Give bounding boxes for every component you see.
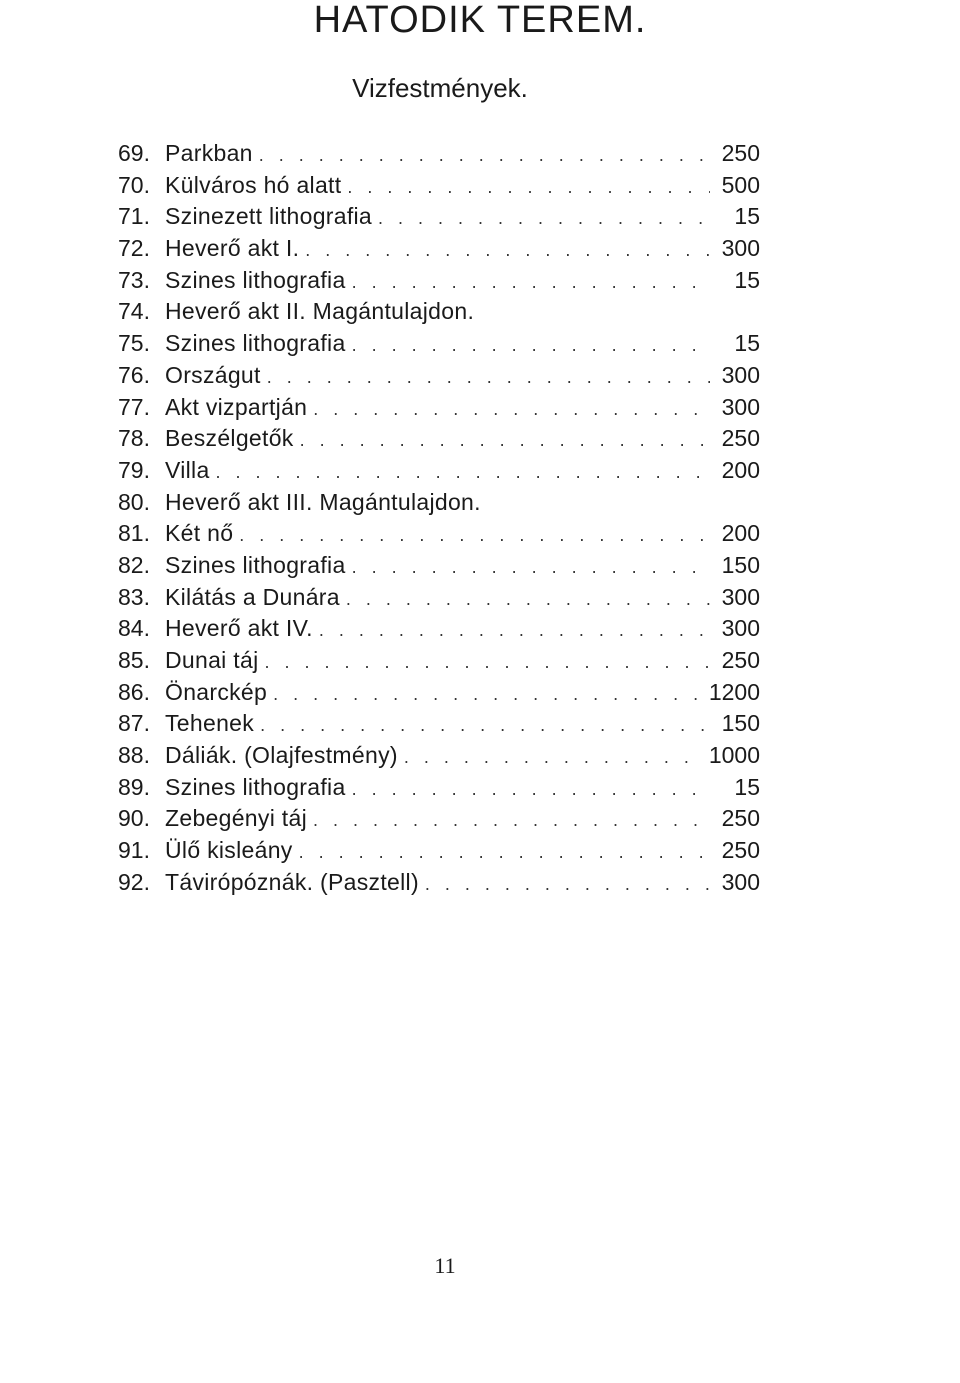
catalog-entry xyxy=(118,138,760,170)
dot-leader xyxy=(352,267,710,299)
entry-price: 300 xyxy=(721,393,760,420)
page-number: 11 xyxy=(434,1253,456,1278)
catalog-list xyxy=(118,138,760,899)
dot-leader xyxy=(425,869,710,901)
dot-leader xyxy=(239,520,710,552)
catalog-entry xyxy=(118,582,760,614)
entry-title: Zebegényi táj xyxy=(165,805,307,832)
entry-title: Távirópóznák. (Pasztell) xyxy=(165,868,419,895)
dot-leader xyxy=(378,203,710,235)
entry-title: Parkban xyxy=(165,140,253,166)
dot-leader xyxy=(273,679,699,711)
entry-title: Szines lithografia xyxy=(165,773,346,800)
entry-price: 300 xyxy=(721,583,760,610)
catalog-entry xyxy=(118,867,760,899)
entry-number: 77. xyxy=(118,393,150,420)
entry-title: Beszélgetők xyxy=(165,425,294,452)
entry-number: 85. xyxy=(118,647,150,673)
entry-price: 15 xyxy=(734,203,760,230)
catalog-entry xyxy=(118,487,760,519)
catalog-entry xyxy=(118,708,760,740)
catalog-entry xyxy=(118,328,760,360)
entry-price: 200 xyxy=(721,520,760,547)
dot-leader xyxy=(267,362,710,394)
entry-number: 89. xyxy=(118,773,150,800)
catalog-entry xyxy=(118,740,760,772)
entry-number: 84. xyxy=(118,615,150,642)
entry-number: 70. xyxy=(118,171,150,198)
entry-title: Önarckép xyxy=(165,678,268,705)
dot-leader xyxy=(313,805,710,837)
entry-number: 87. xyxy=(118,710,150,737)
entry-price: 15 xyxy=(734,330,760,357)
catalog-entry xyxy=(118,360,760,392)
catalog-entry xyxy=(118,392,760,424)
catalog-entry xyxy=(118,233,760,265)
entry-price: 250 xyxy=(721,647,760,673)
entry-number: 71. xyxy=(118,203,150,230)
section-subtitle: Vizfestmények. xyxy=(352,73,528,103)
room-title: HATODIK TEREM. xyxy=(313,0,647,41)
dot-leader xyxy=(346,584,710,616)
entry-number: 91. xyxy=(118,837,150,864)
dot-leader xyxy=(259,140,710,172)
entry-title: Heverő akt I. xyxy=(165,235,300,262)
entry-price: 300 xyxy=(721,235,760,262)
catalog-entry xyxy=(118,550,760,582)
entry-title: Heverő akt IV. xyxy=(165,615,313,642)
entry-title: Szines lithografia xyxy=(165,330,346,357)
entry-price: 300 xyxy=(721,868,760,895)
dot-leader xyxy=(299,837,710,869)
entry-price: 15 xyxy=(734,266,760,293)
entry-price: 1000 xyxy=(708,742,760,769)
dot-leader xyxy=(319,615,710,647)
entry-title: Országut xyxy=(165,361,261,388)
dot-leader xyxy=(216,457,710,489)
entry-title: Heverő akt II. Magántulajdon. xyxy=(165,298,475,325)
entry-title: Dunai táj xyxy=(165,647,259,673)
entry-price: 1200 xyxy=(708,678,760,705)
entry-price: 500 xyxy=(721,171,760,198)
entry-title: Szinezett lithografia xyxy=(165,203,373,230)
entry-title: Akt vizpartján xyxy=(165,393,308,420)
entry-title: Tehenek xyxy=(165,710,255,737)
entry-price: 150 xyxy=(721,710,760,737)
entry-title: Kilátás a Dunára xyxy=(165,583,340,610)
catalog-entry xyxy=(118,835,760,867)
entry-price: 250 xyxy=(721,805,760,832)
catalog-entry xyxy=(118,677,760,709)
dot-leader xyxy=(300,425,710,457)
dot-leader xyxy=(404,742,699,774)
catalog-entry xyxy=(118,265,760,297)
entry-price: 300 xyxy=(721,361,760,388)
entry-number: 92. xyxy=(118,868,150,895)
catalog-entry xyxy=(118,518,760,550)
dot-leader xyxy=(352,330,710,362)
entry-price: 250 xyxy=(721,837,760,864)
entry-number: 69. xyxy=(118,140,150,166)
entry-number: 72. xyxy=(118,235,150,262)
catalog-entry xyxy=(118,296,760,328)
entry-title: Külváros hó alatt xyxy=(165,171,342,198)
entry-number: 90. xyxy=(118,805,150,832)
entry-number: 78. xyxy=(118,425,150,452)
entry-price: 300 xyxy=(721,615,760,642)
entry-title: Heverő akt III. Magántulajdon. xyxy=(165,488,481,515)
entry-title: Villa xyxy=(165,456,210,483)
entry-number: 82. xyxy=(118,551,150,578)
entry-title: Két nő xyxy=(165,520,234,547)
catalog-entry xyxy=(118,455,760,487)
entry-price: 150 xyxy=(721,551,760,578)
entry-title: Szines lithografia xyxy=(165,551,346,578)
dot-leader xyxy=(347,172,710,204)
entry-number: 75. xyxy=(118,330,150,357)
catalog-entry xyxy=(118,423,760,455)
entry-price: 200 xyxy=(721,456,760,483)
entry-number: 88. xyxy=(118,742,150,769)
entry-title: Dáliák. (Olajfestmény) xyxy=(165,742,398,769)
dot-leader xyxy=(313,394,710,426)
entry-number: 79. xyxy=(118,456,150,483)
dot-leader xyxy=(260,710,710,742)
entry-price: 250 xyxy=(721,140,760,166)
entry-number: 83. xyxy=(118,583,150,610)
catalog-entry xyxy=(118,170,760,202)
entry-number: 74. xyxy=(118,298,150,325)
dot-leader xyxy=(352,774,710,806)
catalog-entry xyxy=(118,645,760,677)
entry-title: Ülő kisleány xyxy=(165,837,293,864)
dot-leader xyxy=(264,647,710,679)
entry-number: 86. xyxy=(118,678,150,705)
entry-number: 76. xyxy=(118,361,150,388)
entry-number: 81. xyxy=(118,520,150,547)
entry-price: 15 xyxy=(734,773,760,800)
catalog-entry xyxy=(118,803,760,835)
entry-number: 73. xyxy=(118,266,150,293)
entry-title: Szines lithografia xyxy=(165,266,346,293)
catalog-entry xyxy=(118,613,760,645)
entry-number: 80. xyxy=(118,488,150,515)
dot-leader xyxy=(305,235,710,267)
catalog-entry xyxy=(118,201,760,233)
entry-price: 250 xyxy=(721,425,760,452)
catalog-entry xyxy=(118,772,760,804)
dot-leader xyxy=(352,552,710,584)
